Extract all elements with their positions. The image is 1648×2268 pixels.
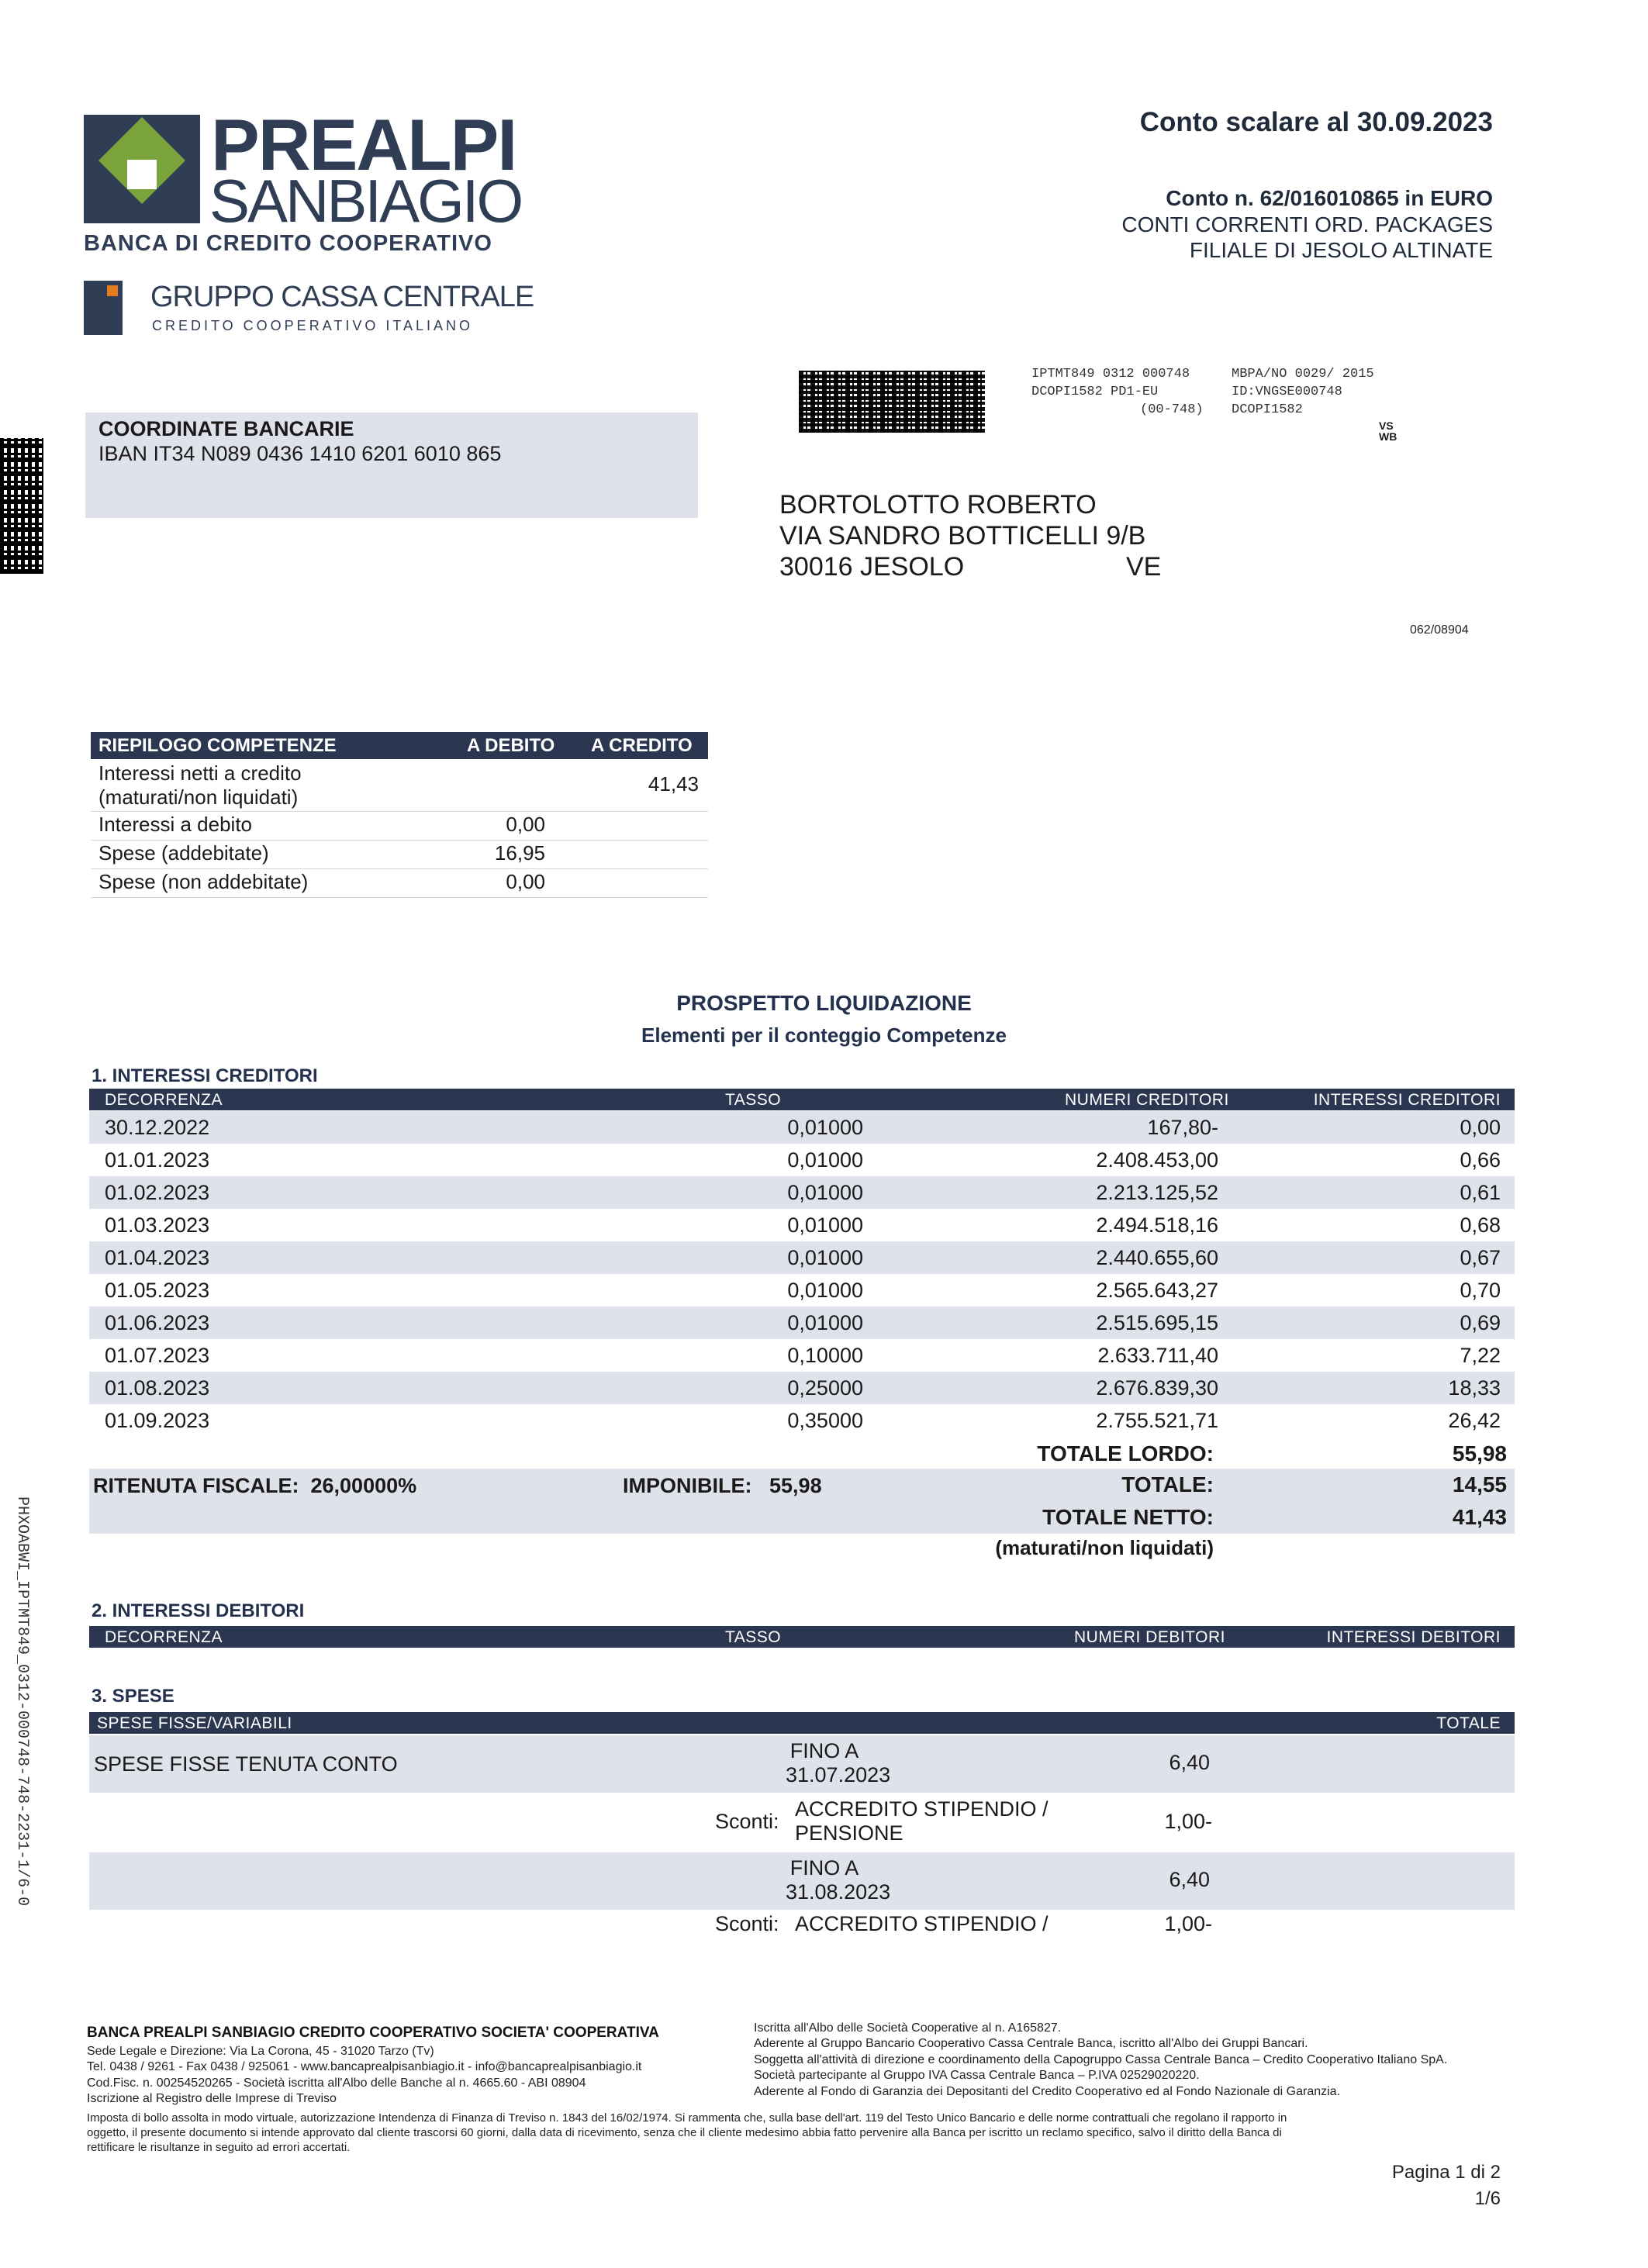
tax-total-value: 14,55	[1452, 1472, 1507, 1496]
recipient-province: VE	[1126, 552, 1162, 582]
row-rate: 0,10000	[787, 1344, 863, 1367]
fee-discount-amount: 1,00-	[1164, 1810, 1212, 1833]
row-credit-numbers: 2.440.655,60	[1096, 1246, 1218, 1269]
table-row	[89, 1241, 1515, 1274]
row-rate: 0,01000	[787, 1213, 863, 1237]
row-rate: 0,01000	[787, 1246, 863, 1269]
routing-codes-left: IPTMT849 0312 000748 DCOPI1582 PD1-EU (00-748)	[1031, 367, 1204, 417]
row-credit-numbers: 2.515.695,15	[1096, 1311, 1218, 1334]
prospectus-title: PROSPETTO LIQUIDAZIONE	[676, 991, 972, 1015]
row-credit-interest: 0,67	[1460, 1246, 1501, 1269]
side-print-code: PHXOABWI_IPTMT849_0312-000748-748-2231-1/6-0	[13, 1496, 31, 1907]
summary-row-uncharged-fees: Spese (non addebitate) 0,00	[91, 869, 708, 898]
row-rate: 0,35000	[787, 1409, 863, 1432]
summary-table-header: RIEPILOGO COMPETENZE A DEBITO A CREDITO	[91, 732, 708, 759]
footer-bank-name: BANCA PREALPI SANBIAGIO CREDITO COOPERATIVO SOCIETA' COOPERATIVA	[87, 2025, 659, 2041]
row-credit-interest: 0,70	[1460, 1279, 1501, 1302]
table-row	[89, 1209, 1515, 1241]
row-date: 01.08.2023	[105, 1376, 210, 1400]
section-credit-interest-title: 1. INTERESSI CREDITORI	[92, 1065, 318, 1086]
row-date: 01.06.2023	[105, 1311, 210, 1334]
row-credit-interest: 18,33	[1448, 1376, 1501, 1400]
row-credit-numbers: 2.565.643,27	[1096, 1279, 1218, 1302]
row-credit-interest: 0,69	[1460, 1311, 1501, 1334]
debit-interest-table-header: DECORRENZA TASSO NUMERI DEBITORI INTERESSI DEBITORI	[89, 1626, 1515, 1648]
row-date: 01.07.2023	[105, 1344, 210, 1367]
row-credit-numbers: 2.494.518,16	[1096, 1213, 1218, 1237]
row-rate: 0,25000	[787, 1376, 863, 1400]
summary-row-net-credit-interest: Interessi netti a credito (maturati/non liquidati) 41,43	[91, 761, 708, 812]
fee-discount-amount: 1,00-	[1164, 1912, 1212, 1935]
row-rate: 0,01000	[787, 1279, 863, 1302]
row-credit-interest: 0,66	[1460, 1148, 1501, 1172]
row-date: 01.09.2023	[105, 1409, 210, 1432]
table-row	[89, 1404, 1515, 1437]
row-rate: 0,01000	[787, 1311, 863, 1334]
side-barcode	[0, 438, 43, 574]
tax-total-label: TOTALE:	[1121, 1472, 1214, 1496]
row-rate: 0,01000	[787, 1181, 863, 1204]
row-date: 30.12.2022	[105, 1116, 210, 1139]
reference-code: 062/08904	[1410, 623, 1469, 637]
fee-amount: 6,40	[1169, 1751, 1210, 1774]
net-total-label: TOTALE NETTO:	[1042, 1505, 1214, 1529]
row-credit-interest: 0,61	[1460, 1181, 1501, 1204]
route-code-badge: VS WB	[1379, 419, 1398, 443]
footer-legal-notice: Imposta di bollo assolta in modo virtuale, autorizzazione Intendenza di Finanza di Treviso n. 1843 del 16/02/1974. Si rammenta che, sulla base dell'art. 119 del Testo Unico Bancario e delle norme contrattuali che regolano il rapporto in oggetto, il presente documento si intende approvato dal cliente trascorsi 60 giorni, dalla data di ricevimento, senza che il cliente medesimo abbia fatto pervenire alla Banca per iscritto un reclamo specifico, salvo il diritto della Banca di rettificare le risultanze in seguito ad errori accertati.	[87, 2111, 1287, 2155]
row-date: 01.03.2023	[105, 1213, 210, 1237]
net-total-note: (maturati/non liquidati)	[995, 1536, 1214, 1559]
fee-item-name: SPESE FISSE TENUTA CONTO	[94, 1752, 398, 1776]
row-date: 01.01.2023	[105, 1148, 210, 1172]
group-logo-icon	[84, 281, 123, 335]
withholding-tax: RITENUTA FISCALE: 26,00000%	[93, 1474, 417, 1497]
brand-name-line2: SANBIAGIO	[209, 167, 522, 235]
row-rate: 0,01000	[787, 1148, 863, 1172]
account-type: CONTI CORRENTI ORD. PACKAGES	[1121, 212, 1493, 236]
table-row	[89, 1176, 1515, 1209]
footer-bank-details: Sede Legale e Direzione: Via La Corona, 45 - 31020 Tarzo (Tv) Tel. 0438 / 9261 - Fax 0438 / 925061 - www.bancaprealpisanbiagio.it - info@bancaprealpisanbiagio.it Cod.Fisc. n. 00254520265 - Società iscritta all'Albo delle Banche al n. 4665.60 - ABI 08904 Iscrizione al Registro delle Imprese di Treviso	[87, 2045, 642, 2106]
bank-coordinates-title: COORDINATE BANCARIE	[98, 417, 354, 440]
row-date: 01.04.2023	[105, 1246, 210, 1269]
row-credit-interest: 0,68	[1460, 1213, 1501, 1237]
summary-row-charged-fees: Spese (addebitate) 16,95	[91, 841, 708, 869]
row-credit-numbers: 2.755.521,71	[1096, 1409, 1218, 1432]
table-row	[89, 1307, 1515, 1339]
group-name: GRUPPO CASSA CENTRALE	[150, 281, 534, 313]
credit-interest-table-header: DECORRENZA TASSO NUMERI CREDITORI INTERESSI CREDITORI	[89, 1089, 1515, 1110]
iban: IBAN IT34 N089 0436 1410 6201 6010 865	[98, 442, 502, 465]
brand-tagline: BANCA DI CREDITO COOPERATIVO	[84, 231, 492, 256]
net-total-value: 41,43	[1452, 1505, 1507, 1529]
fee-discount-row-2: Sconti: ACCREDITO STIPENDIO / 1,00-	[715, 1912, 1212, 1935]
group-subtitle: CREDITO COOPERATIVO ITALIANO	[152, 318, 474, 333]
table-row	[89, 1111, 1515, 1144]
taxable-amount: IMPONIBILE: 55,98	[623, 1474, 822, 1497]
section-debit-interest-title: 2. INTERESSI DEBITORI	[92, 1600, 305, 1621]
table-row	[89, 1274, 1515, 1307]
row-credit-numbers: 167,80-	[1147, 1116, 1218, 1139]
fee-amount: 6,40	[1169, 1868, 1210, 1891]
row-date: 01.02.2023	[105, 1181, 210, 1204]
row-credit-interest: 26,42	[1448, 1409, 1501, 1432]
fees-table-header: SPESE FISSE/VARIABILI TOTALE	[89, 1712, 1515, 1734]
summary-row-debit-interest: Interessi a debito 0,00	[91, 812, 708, 841]
row-date: 01.05.2023	[105, 1279, 210, 1302]
account-number: Conto n. 62/016010865 in EURO	[1166, 186, 1493, 210]
recipient-city: 30016 JESOLO	[779, 552, 965, 582]
bank-logo-mark	[84, 115, 200, 223]
recipient-street: VIA SANDRO BOTTICELLI 9/B	[779, 521, 1146, 551]
page-number: Pagina 1 di 2	[1391, 2162, 1501, 2183]
row-credit-numbers: 2.676.839,30	[1096, 1376, 1218, 1400]
routing-codes-right: MBPA/NO 0029/ 2015 ID:VNGSE000748 DCOPI1582	[1232, 367, 1374, 417]
sheet-number: 1/6	[1474, 2188, 1501, 2209]
gross-total-value: 55,98	[1452, 1441, 1507, 1465]
fee-row-period-1: SPESE FISSE TENUTA CONTO FINO A 31.07.2023 6,40	[89, 1735, 1515, 1793]
table-row	[89, 1372, 1515, 1404]
row-credit-interest: 0,00	[1460, 1116, 1501, 1139]
footer-group-details: Iscritta all'Albo delle Società Cooperative al n. A165827. Aderente al Gruppo Bancario Cooperativo Cassa Centrale Banca, iscritto all'Albo dei Gruppi Bancari. Soggetta all'attività di direzione e coordinamento della Capogruppo Cassa Centrale Banca – Credito Cooperativo Italiano SpA. Società partecipante al Gruppo IVA Cassa Centrale Banca – P.IVA 02529020220. Aderente al Fondo di Garanzia dei Depositanti del Credito Cooperativo ed al Fondo Nazionale di Garanzia.	[754, 2021, 1448, 2098]
table-row	[89, 1339, 1515, 1372]
gross-total-label: TOTALE LORDO:	[1037, 1441, 1214, 1465]
brand-name-line1: PREALPI	[211, 104, 517, 185]
table-row	[89, 1144, 1515, 1176]
prospectus-subtitle: Elementi per il conteggio Competenze	[641, 1024, 1007, 1047]
branch-name: FILIALE DI JESOLO ALTINATE	[1189, 238, 1493, 262]
statement-title: Conto scalare al 30.09.2023	[1139, 107, 1493, 137]
datamatrix-barcode	[799, 371, 985, 433]
section-fees-title: 3. SPESE	[92, 1686, 174, 1707]
row-rate: 0,01000	[787, 1116, 863, 1139]
row-credit-numbers: 2.633.711,40	[1097, 1344, 1218, 1367]
fee-row-period-2: FINO A 31.08.2023 6,40	[89, 1852, 1515, 1910]
row-credit-interest: 7,22	[1460, 1344, 1501, 1367]
row-credit-numbers: 2.408.453,00	[1096, 1148, 1218, 1172]
row-credit-numbers: 2.213.125,52	[1096, 1181, 1218, 1204]
fee-discount-row-1: Sconti: ACCREDITO STIPENDIO / PENSIONE 1,00-	[715, 1797, 1212, 1845]
recipient-name: BORTOLOTTO ROBERTO	[779, 490, 1097, 520]
